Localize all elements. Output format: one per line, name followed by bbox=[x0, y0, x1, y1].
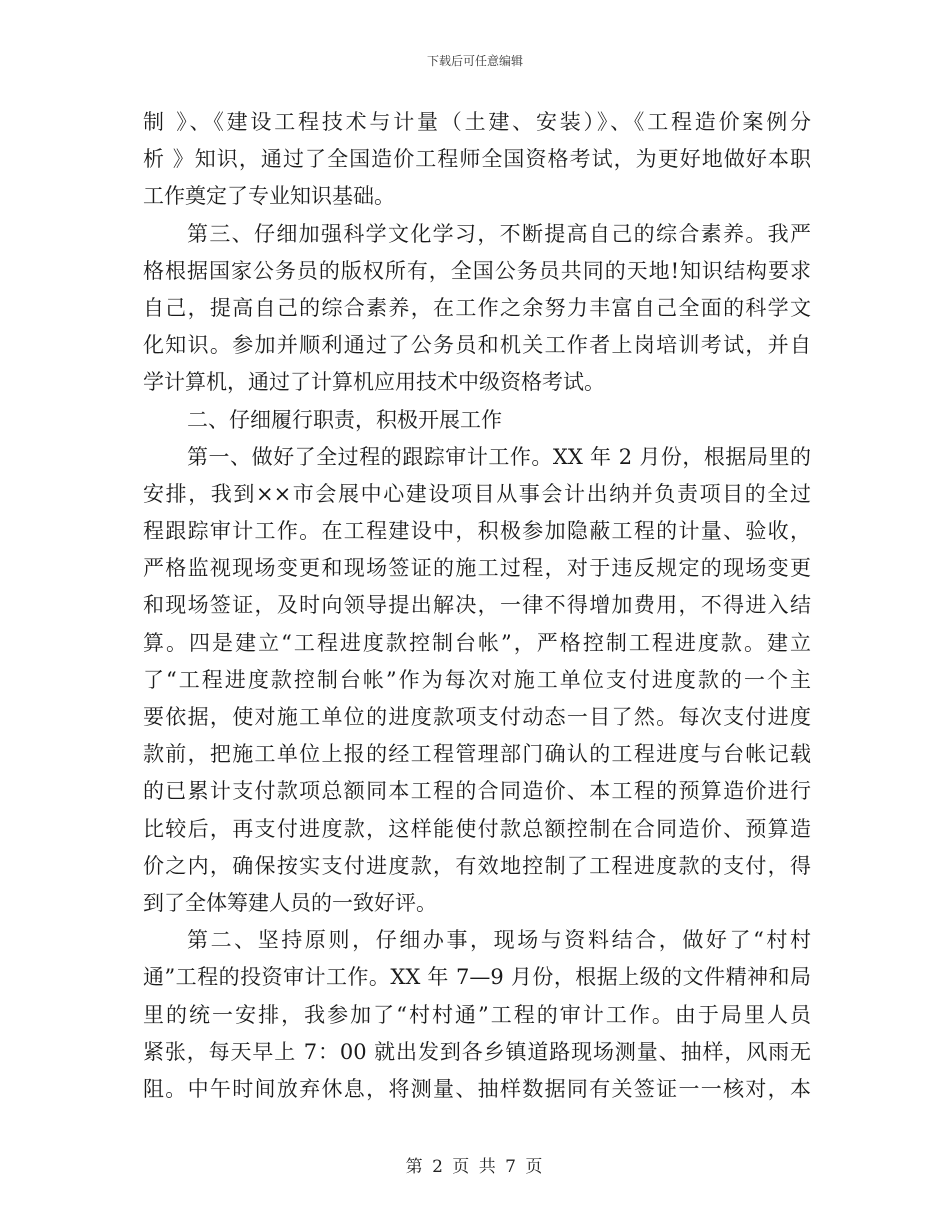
body-line: 到了全体筹建人员的一致好评。 bbox=[143, 890, 437, 915]
body-line: 第一、做好了全过程的跟踪审计工作。XX 年 2 月份，根据局里的 bbox=[187, 444, 811, 469]
body-line: 学计算机，通过了计算机应用技术中级资格考试。 bbox=[143, 370, 605, 395]
page-footer: 第 2 页 共 7 页 bbox=[405, 1157, 545, 1177]
body-line: 严格监视现场变更和现场签证的施工过程，对于违反规定的现场变更 bbox=[143, 556, 811, 581]
body-line: 化知识。参加并顺利通过了公务员和机关工作者上岗培训考试，并自 bbox=[143, 333, 811, 358]
body-line: 比较后，再支付进度款，这样能使付款总额控制在合同造价、预算造 bbox=[143, 816, 811, 841]
page-header: 下载后可任意编辑 bbox=[426, 54, 523, 68]
body-line: 第二、坚持原则，仔细办事，现场与资料结合，做好了“村村 bbox=[187, 928, 811, 953]
body-line: 要依据，使对施工单位的进度款项支付动态一目了然。每次支付进度 bbox=[143, 705, 811, 729]
body-line: 第三、仔细加强科学文化学习，不断提高自己的综合素养。我严 bbox=[187, 221, 811, 246]
body-line: 自己，提高自己的综合素养，在工作之余努力丰富自己全面的科学文 bbox=[143, 295, 811, 320]
body-line: 款前，把施工单位上报的经工程管理部门确认的工程进度与台帐记载 bbox=[143, 742, 811, 767]
body-line: 析 》知识，通过了全国造价工程师全国资格考试，为更好地做好本职 bbox=[143, 147, 811, 172]
body-line: 里的统一安排，我参加了“村村通”工程的审计工作。由于局里人员 bbox=[143, 1002, 811, 1027]
body-line: 了“工程进度款控制台帐”作为每次对施工单位支付进度款的一个主 bbox=[143, 667, 811, 692]
body-line: 通”工程的投资审计工作。XX 年 7—9 月份，根据上级的文件精神和局 bbox=[143, 965, 811, 990]
body-line: 阻。中午时间放弃休息，将测量、抽样数据同有关签证一一核对，本 bbox=[143, 1076, 811, 1101]
body-line: 紧张，每天早上 7：00 就出发到各乡镇道路现场测量、抽样，风雨无 bbox=[143, 1039, 811, 1064]
body-line: 和现场签证，及时向领导提出解决，一律不得增加费用，不得进入结 bbox=[143, 593, 811, 618]
body-line: 安排，我到××市会展中心建设项目从事会计出纳并负责项目的全过 bbox=[143, 481, 811, 506]
body-line: 制 》、《建设工程技术与计量（土建、安装）》、《工程造价案例分 bbox=[143, 110, 811, 134]
body-line: 程跟踪审计工作。在工程建设中，积极参加隐蔽工程的计量、验收， bbox=[143, 519, 811, 544]
body-line: 算。四是建立“工程进度款控制台帐”，严格控制工程进度款。建立 bbox=[143, 630, 811, 655]
document-body bbox=[143, 104, 811, 1108]
body-line: 工作奠定了专业知识基础。 bbox=[143, 184, 395, 209]
body-line: 价之内，确保按实支付进度款，有效地控制了工程进度款的支付，得 bbox=[143, 853, 811, 878]
body-line: 的已累计支付款项总额同本工程的合同造价、本工程的预算造价进行 bbox=[143, 779, 811, 804]
body-line: 格根据国家公务员的版权所有，全国公务员共同的天地!知识结构要求 bbox=[143, 258, 811, 283]
body-line: 二、仔细履行职责，积极开展工作 bbox=[187, 407, 502, 432]
